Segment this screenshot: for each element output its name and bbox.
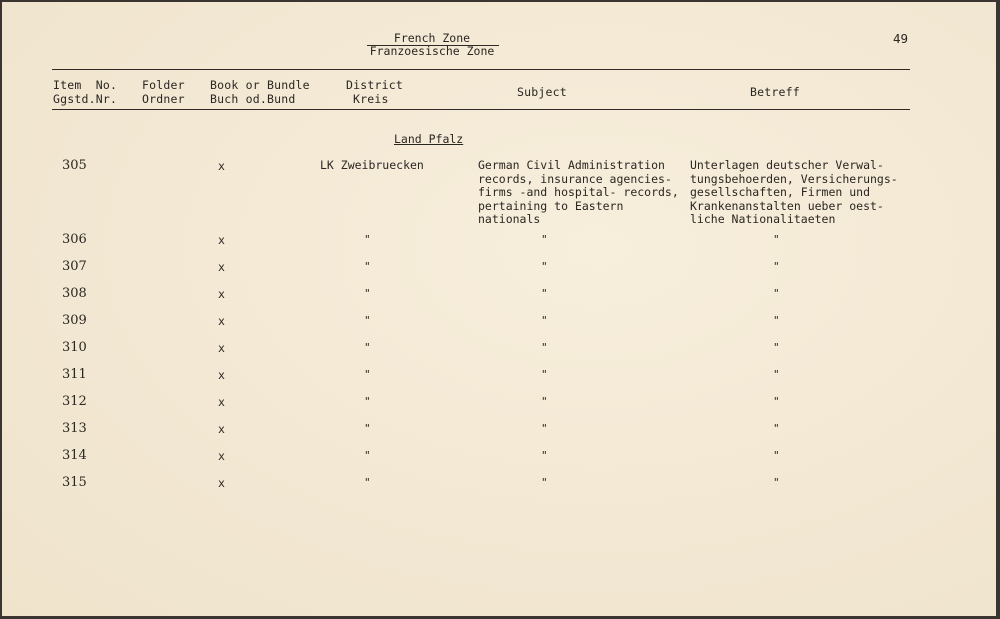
ditto-mark-district: " [364,422,371,435]
ditto-mark-district: " [364,233,371,246]
ditto-mark-betreff: " [773,233,780,246]
item-number: 309 [62,313,87,328]
book-mark: x [218,422,225,436]
ditto-mark-district: " [364,287,371,300]
item-number: 308 [62,286,87,301]
item-number: 310 [62,340,87,355]
col-book-header-1: Book or Bundle [210,78,310,92]
book-mark: x [218,449,225,463]
document-page [2,2,996,616]
ditto-mark-subject: " [541,314,548,327]
item-number: 315 [62,475,87,490]
col-betreff-header: Betreff [750,85,800,99]
ditto-mark-district: " [364,260,371,273]
col-district-header-2: Kreis [353,92,389,106]
item-number: 307 [62,259,87,274]
book-mark: x [218,395,225,409]
ditto-mark-betreff: " [773,368,780,381]
col-folder-header-2: Ordner [142,92,185,106]
betreff-line: Unterlagen deutscher Verwal- [690,158,884,172]
ditto-mark-betreff: " [773,449,780,462]
zone-title-en: French Zone [393,31,471,45]
ditto-mark-betreff: " [773,314,780,327]
item-number: 314 [62,448,87,463]
book-mark: x [218,341,225,355]
ditto-mark-subject: " [541,341,548,354]
book-mark: x [218,314,225,328]
ditto-mark-subject: " [541,449,548,462]
ditto-mark-subject: " [541,476,548,489]
ditto-mark-district: " [364,395,371,408]
book-mark: x [218,260,225,274]
district-cell: LK Zweibruecken [320,158,424,172]
betreff-line: tungsbehoerden, Versicherungs- [690,172,898,186]
item-number: 311 [62,367,87,382]
ditto-mark-subject: " [541,395,548,408]
page-number: 49 [893,31,909,46]
subject-line: firms -and hospital- records, [478,185,679,199]
ditto-mark-district: " [364,449,371,462]
item-number: 305 [62,158,87,173]
subject-line: nationals [478,212,541,226]
header-top-rule [52,69,910,70]
zone-title-de: Franzoesische Zone [369,44,495,58]
ditto-mark-district: " [364,314,371,327]
ditto-mark-betreff: " [773,341,780,354]
book-mark: x [218,287,225,301]
ditto-mark-betreff: " [773,422,780,435]
header-bottom-rule [52,109,910,110]
item-number: 313 [62,421,87,436]
col-book-header-2: Buch od.Bund [210,92,296,106]
col-district-header-1: District [346,78,403,92]
ditto-mark-betreff: " [773,395,780,408]
subject-line: German Civil Administration [478,158,665,172]
betreff-line: liche Nationalitaeten [690,212,836,226]
subject-line: records, insurance agencies- [478,172,672,186]
book-mark: x [218,476,225,490]
section-heading: Land Pfalz [394,132,464,146]
ditto-mark-subject: " [541,368,548,381]
ditto-mark-subject: " [541,233,548,246]
subject-line: pertaining to Eastern [478,199,624,213]
book-mark: x [218,159,225,173]
ditto-mark-subject: " [541,422,548,435]
item-number: 312 [62,394,87,409]
ditto-mark-subject: " [541,287,548,300]
betreff-line: gesellschaften, Firmen und [690,185,871,199]
col-subject-header: Subject [517,85,567,99]
item-number: 306 [62,232,87,247]
ditto-mark-district: " [364,341,371,354]
book-mark: x [218,233,225,247]
col-item-header-1: Item No. [53,78,118,92]
ditto-mark-district: " [364,368,371,381]
ditto-mark-subject: " [541,260,548,273]
book-mark: x [218,368,225,382]
col-folder-header-1: Folder [142,78,185,92]
col-item-header-2: Ggstd.Nr. [53,92,118,106]
ditto-mark-district: " [364,476,371,489]
betreff-line: Krankenanstalten ueber oest- [690,199,884,213]
ditto-mark-betreff: " [773,260,780,273]
ditto-mark-betreff: " [773,476,780,489]
ditto-mark-betreff: " [773,287,780,300]
